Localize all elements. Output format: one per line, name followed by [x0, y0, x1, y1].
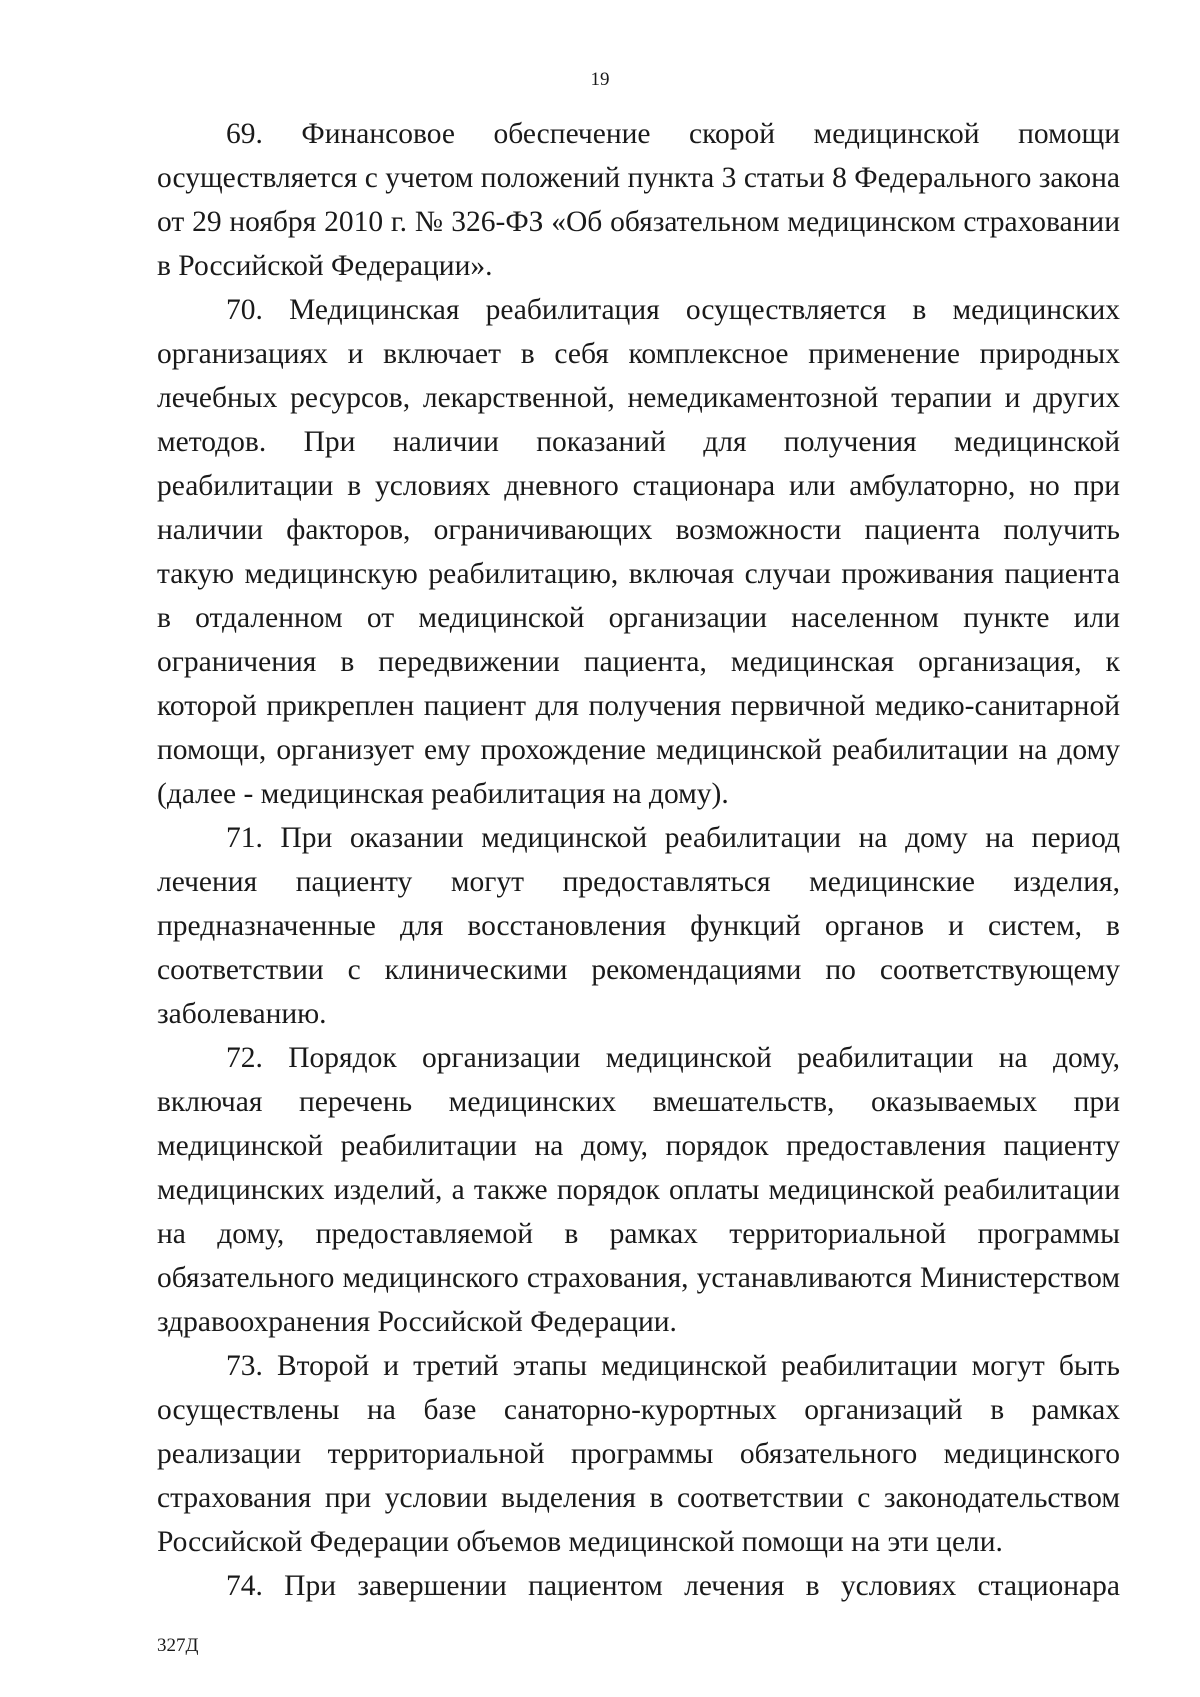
- document-code: 327Д: [157, 1635, 199, 1656]
- paragraph-70: 70. Медицинская реабилитация осуществляется в медицинских организациях и включает в себя комплексное применение природных лечебных ресурсов, лекарственной, немедикаментозной терапии и других методов. При наличии показаний для получения медицинской реабилитации в условиях дневного стационара или амбулаторно, но при наличии факторов, ограничивающих возможности пациента получить такую медицинскую реабилитацию, включая случаи проживания пациента в отдаленном от медицинской организации населенном пункте или ограничения в передвижении пациента, медицинская организация, к которой прикреплен пациент для получения первичной медико-санитарной помощи, организует ему прохождение медицинской реабилитации на дому (далее - медицинская реабилитация на дому).: [157, 294, 1120, 810]
- paragraph-74: 74. При завершении пациентом лечения в условиях стационара: [226, 1570, 1120, 1602]
- paragraph-71: 71. При оказании медицинской реабилитации на дому на период лечения пациенту могут предоставляться медицинские изделия, предназначенные для восстановления функций органов и систем, в соответствии с клиническими рекомендациями по соответствующему заболеванию.: [157, 822, 1120, 1030]
- paragraph-73: 73. Второй и третий этапы медицинской реабилитации могут быть осуществлены на базе санаторно-курортных организаций в рамках реализации территориальной программы обязательного медицинского страхования при условии выделения в соответствии с законодательством Российской Федерации объемов медицинской помощи на эти цели.: [157, 1350, 1120, 1558]
- paragraph-69: 69. Финансовое обеспечение скорой медицинской помощи осуществляется с учетом положений пункта 3 статьи 8 Федерального закона от 29 ноября 2010 г. № 326-ФЗ «Об обязательном медицинском страховании в Российской Федерации».: [157, 118, 1120, 282]
- paragraph-72: 72. Порядок организации медицинской реабилитации на дому, включая перечень медицинских вмешательств, оказываемых при медицинской реабилитации на дому, порядок предоставления пациенту медицинских изделий, а также порядок оплаты медицинской реабилитации на дому, предоставляемой в рамках территориальной программы обязательного медицинского страхования, устанавливаются Министерством здравоохранения Российской Федерации.: [157, 1042, 1120, 1338]
- page-number: 19: [590, 69, 610, 90]
- document-body: [157, 112, 1120, 1608]
